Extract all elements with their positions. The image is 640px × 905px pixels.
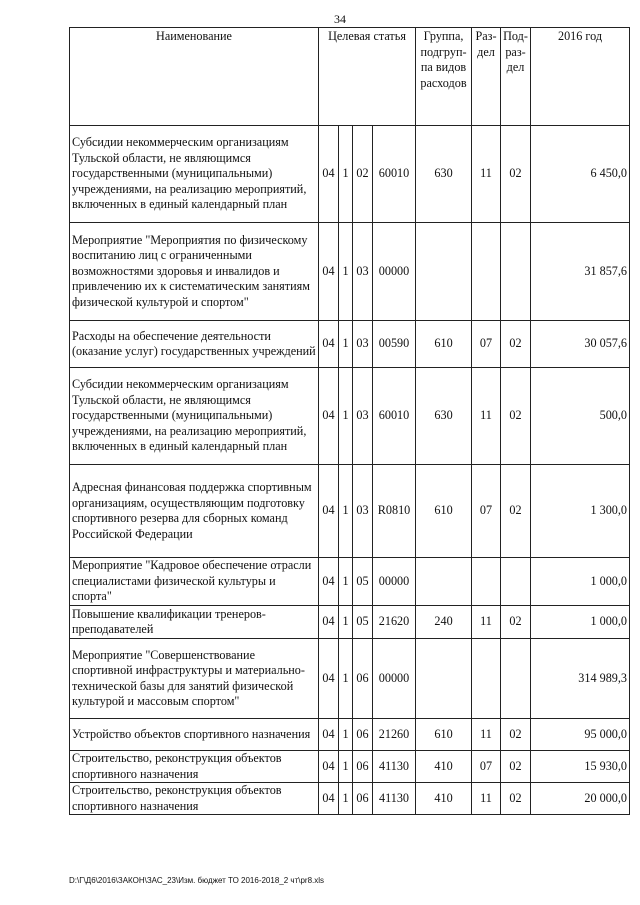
cell-ts1: 04 [319,783,339,815]
cell-amount: 1 000,0 [531,558,630,606]
cell-ts1: 04 [319,719,339,751]
cell-group: 630 [416,368,472,465]
cell-ts4: 00000 [373,223,416,321]
cell-ts4: R0810 [373,465,416,558]
cell-subsection: 02 [501,321,531,368]
cell-ts4: 41130 [373,751,416,783]
cell-section [472,223,501,321]
cell-name: Повышение квалификации тренеров-преподавателей [70,606,319,639]
table-row [70,606,630,639]
cell-ts2: 1 [339,783,353,815]
cell-group [416,223,472,321]
cell-amount: 314 989,3 [531,639,630,719]
cell-ts2: 1 [339,223,353,321]
cell-ts3: 03 [353,465,373,558]
table-row [70,465,630,558]
cell-section: 11 [472,606,501,639]
cell-ts1: 04 [319,223,339,321]
table-row [70,126,630,223]
cell-subsection: 02 [501,126,531,223]
cell-group: 410 [416,751,472,783]
header-name: Наименование [70,28,319,126]
cell-subsection: 02 [501,719,531,751]
cell-ts4: 41130 [373,783,416,815]
cell-name: Строительство, реконструкция объектов спортивного назначения [70,751,319,783]
cell-group: 610 [416,465,472,558]
cell-group: 240 [416,606,472,639]
cell-ts1: 04 [319,465,339,558]
cell-subsection: 02 [501,368,531,465]
cell-section: 07 [472,321,501,368]
cell-section: 07 [472,751,501,783]
cell-ts2: 1 [339,751,353,783]
cell-section: 11 [472,783,501,815]
cell-section: 11 [472,719,501,751]
cell-ts3: 06 [353,719,373,751]
table-row [70,321,630,368]
cell-section [472,639,501,719]
cell-ts3: 03 [353,368,373,465]
header-section: Раз-дел [472,28,501,126]
cell-ts2: 1 [339,606,353,639]
cell-ts3: 06 [353,783,373,815]
cell-group: 630 [416,126,472,223]
cell-name: Мероприятие "Мероприятия по физическому воспитанию лиц с ограниченными возможностями здоровья и инвалидов и привлечению их к систематическим занятиям физической культурой и спортом" [70,223,319,321]
cell-name: Мероприятие "Кадровое обеспечение отрасли специалистами физической культуры и спорта" [70,558,319,606]
cell-group [416,558,472,606]
cell-subsection: 02 [501,783,531,815]
cell-ts3: 05 [353,606,373,639]
cell-subsection: 02 [501,606,531,639]
cell-ts1: 04 [319,368,339,465]
header-year: 2016 год [531,28,630,126]
cell-group: 610 [416,719,472,751]
cell-group [416,639,472,719]
cell-section [472,558,501,606]
cell-ts3: 05 [353,558,373,606]
page-number: 34 [334,12,346,26]
cell-ts3: 06 [353,639,373,719]
cell-ts4: 00000 [373,558,416,606]
budget-table [69,27,630,815]
cell-ts1: 04 [319,321,339,368]
cell-amount: 30 057,6 [531,321,630,368]
header-target-article: Целевая статья [319,28,416,126]
cell-section: 11 [472,368,501,465]
table-header-row [70,28,630,126]
table-row [70,558,630,606]
cell-name: Субсидии некоммерческим организациям Тульской области, не являющимся государственными (муниципальными) учреждениями, на реализацию мероприятий, включенных в единый календарный план [70,368,319,465]
cell-ts4: 00000 [373,639,416,719]
cell-ts1: 04 [319,639,339,719]
cell-ts1: 04 [319,751,339,783]
file-path-footer: D:\Г\Д6\2016\ЗАКОН\ЗАС_23\Изм. бюджет ТО 2016-2018_2 чт\pr8.xls [69,876,325,885]
cell-ts2: 1 [339,126,353,223]
cell-ts2: 1 [339,321,353,368]
cell-ts4: 21620 [373,606,416,639]
cell-ts3: 03 [353,223,373,321]
cell-amount: 1 300,0 [531,465,630,558]
cell-section: 11 [472,126,501,223]
cell-ts1: 04 [319,126,339,223]
cell-ts2: 1 [339,368,353,465]
cell-name: Субсидии некоммерческим организациям Тульской области, не являющимся государственными (муниципальными) учреждениями, на реализацию мероприятий, включенных в единый календарный план [70,126,319,223]
cell-subsection [501,639,531,719]
cell-ts2: 1 [339,639,353,719]
cell-amount: 15 930,0 [531,751,630,783]
cell-ts4: 00590 [373,321,416,368]
cell-group: 610 [416,321,472,368]
cell-name: Расходы на обеспечение деятельности (оказание услуг) государственных учреждений [70,321,319,368]
cell-subsection [501,558,531,606]
cell-subsection: 02 [501,465,531,558]
cell-amount: 20 000,0 [531,783,630,815]
cell-subsection: 02 [501,751,531,783]
cell-amount: 31 857,6 [531,223,630,321]
table-row [70,783,630,815]
cell-ts4: 60010 [373,368,416,465]
cell-ts2: 1 [339,558,353,606]
cell-ts3: 06 [353,751,373,783]
table-row [70,719,630,751]
cell-ts1: 04 [319,606,339,639]
cell-section: 07 [472,465,501,558]
table-row [70,368,630,465]
header-subsection: Под-раз-дел [501,28,531,126]
cell-amount: 1 000,0 [531,606,630,639]
cell-ts4: 60010 [373,126,416,223]
cell-group: 410 [416,783,472,815]
table-row [70,639,630,719]
cell-ts3: 02 [353,126,373,223]
cell-ts2: 1 [339,465,353,558]
cell-name: Устройство объектов спортивного назначения [70,719,319,751]
table-row [70,751,630,783]
header-group: Группа, подгруп-па видов расходов [416,28,472,126]
cell-name: Мероприятие "Совершенствование спортивной инфраструктуры и материально-технической базы для занятий физической культурой и массовым спортом" [70,639,319,719]
cell-subsection [501,223,531,321]
cell-ts1: 04 [319,558,339,606]
cell-ts4: 21260 [373,719,416,751]
table-row [70,223,630,321]
cell-ts2: 1 [339,719,353,751]
cell-amount: 95 000,0 [531,719,630,751]
cell-amount: 6 450,0 [531,126,630,223]
cell-ts3: 03 [353,321,373,368]
cell-name: Адресная финансовая поддержка спортивным организациям, осуществляющим подготовку спортивного резерва для сборных команд Российской Федерации [70,465,319,558]
cell-amount: 500,0 [531,368,630,465]
cell-name: Строительство, реконструкция объектов спортивного назначения [70,783,319,815]
